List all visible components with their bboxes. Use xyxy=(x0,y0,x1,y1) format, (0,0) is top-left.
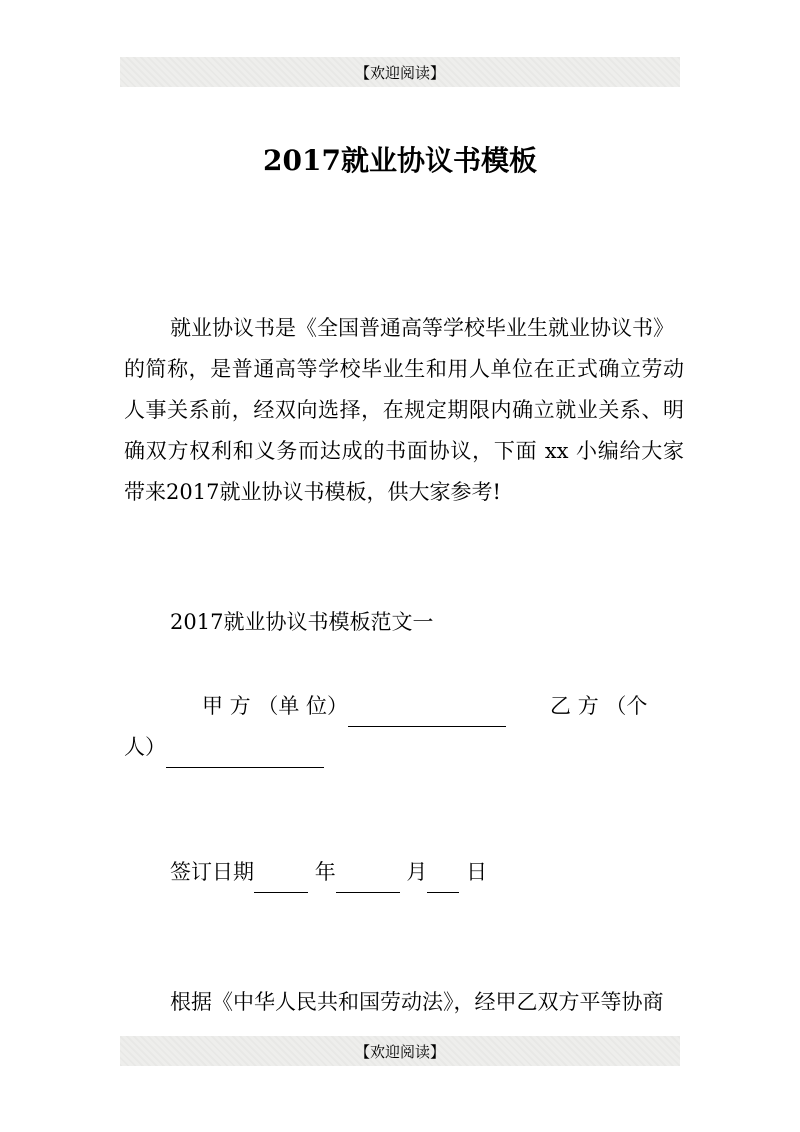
party-block xyxy=(124,686,684,768)
day-blank xyxy=(427,866,459,893)
party-a-label: 甲 方 （单 位） xyxy=(202,694,349,718)
intro-line-5: 带来2017就业协议书模板，供大家参考! xyxy=(124,480,501,504)
year-blank xyxy=(254,866,308,893)
year-label: 年 xyxy=(314,860,336,884)
intro-line-4: 确双方权利和义务而达成的书面协议，下面 xx 小编给大家 xyxy=(124,439,684,463)
footer-banner xyxy=(120,1036,680,1066)
basis-line: 根据《中华人民共和国劳动法》，经甲乙双方平等协商 xyxy=(170,990,664,1014)
party-a-blank xyxy=(348,700,506,727)
intro-line-1: 就业协议书是《全国普通高等学校毕业生就业协议书》 xyxy=(170,316,674,340)
signing-date-line xyxy=(124,852,730,893)
header-banner-text: 【欢迎阅读】 xyxy=(354,63,445,82)
month-blank xyxy=(336,866,400,893)
party-row-1 xyxy=(124,686,684,727)
party-b-label-cont: 人） xyxy=(124,735,166,759)
party-b-blank xyxy=(166,741,324,768)
day-label: 日 xyxy=(466,860,488,884)
header-banner xyxy=(120,57,680,87)
party-b-label: 乙 方 （个 xyxy=(550,694,648,718)
section-heading: 2017就业协议书模板范文一 xyxy=(170,610,434,634)
signing-date-label: 签订日期 xyxy=(170,860,254,884)
intro-line-3: 人事关系前，经双向选择，在规定期限内确立就业关系、明 xyxy=(124,398,684,422)
document-title: 2017就业协议书模板 xyxy=(263,144,537,177)
month-label: 月 xyxy=(406,860,428,884)
intro-line-2: 的简称，是普通高等学校毕业生和用人单位在正式确立劳动 xyxy=(124,357,684,381)
footer-banner-text: 【欢迎阅读】 xyxy=(354,1042,445,1061)
intro-paragraph xyxy=(124,308,684,513)
party-row-2 xyxy=(124,727,684,768)
